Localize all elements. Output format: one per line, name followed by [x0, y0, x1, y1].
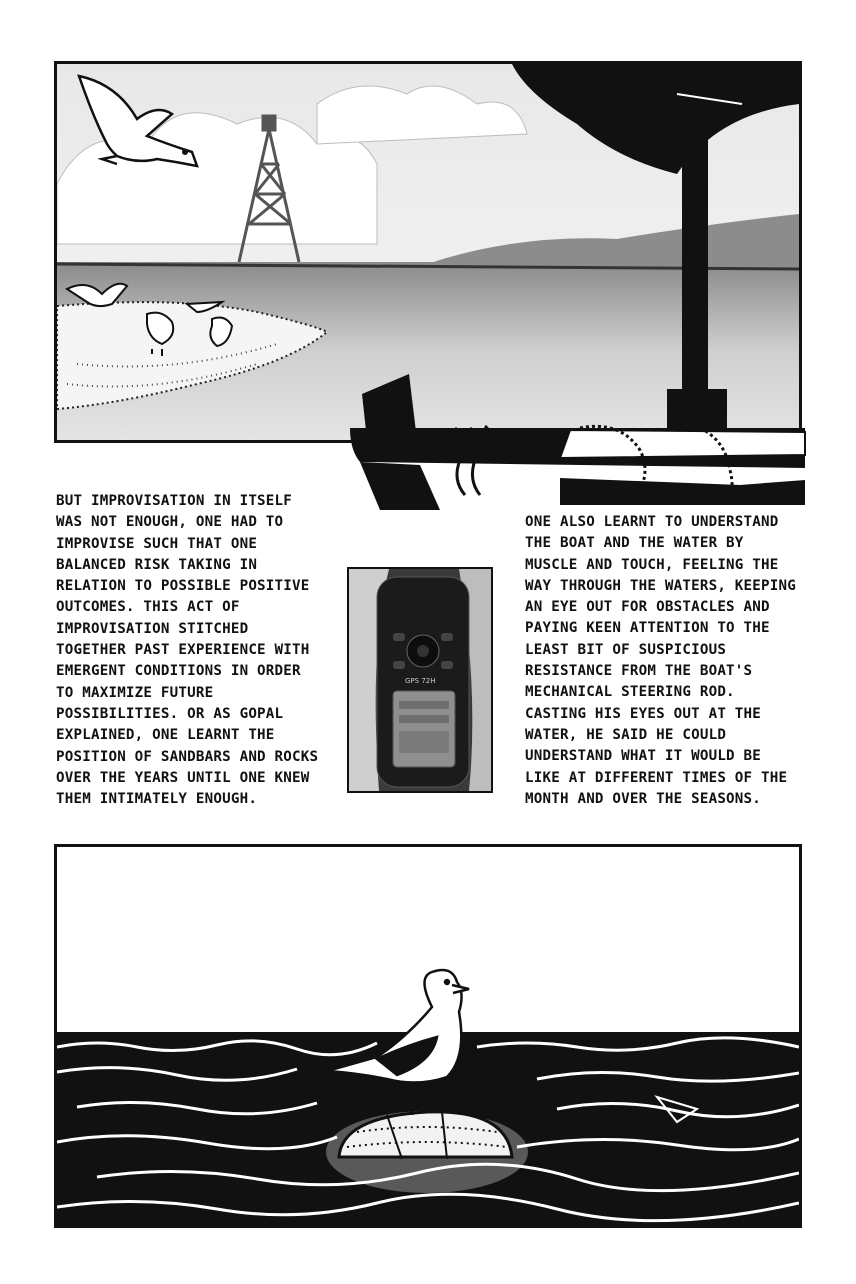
panel-seascape	[54, 61, 802, 443]
seascape-illustration	[57, 64, 799, 440]
gps-device-illustration	[349, 569, 491, 791]
panel-gps-photo	[347, 567, 493, 793]
caption-left: BUT IMPROVISATION IN ITSELF WAS NOT ENOUGH, ONE HAD TO IMPROVISE SUCH THAT ONE BALANCED RISK TAKING IN RELATION TO POSSIBLE POSITIVE OUTCOMES. THIS ACT OF IMPROVISATION STITCHED TOGETHER PAST EXPERIENCE WITH EMERGENT CONDITIONS IN ORDER TO MAXIMIZE FUTURE POSSIBILITIES. OR AS GOPAL EXPLAINED, ONE LEARNT THE POSITION OF SANDBARS AND ROCKS OVER THE YEARS UNTIL ONE KNEW THEM INTIMATELY ENOUGH.	[56, 493, 319, 808]
buoy-icon	[327, 1112, 527, 1192]
waves-illustration	[57, 847, 799, 1225]
gps-model-label: GPS 72H	[405, 677, 436, 685]
caption-right: ONE ALSO LEARNT TO UNDERSTAND THE BOAT AND THE WATER BY MUSCLE AND TOUCH, FEELING THE WAY THROUGH THE WATERS, KEEPING AN EYE OUT FOR OBSTACLES AND PAYING KEEN ATTENTION TO THE LEAST BIT OF SUSPICIOUS RESISTANCE FROM THE BOAT'S MECHANICAL STEERING ROD. CASTING HIS EYES OUT AT THE WATER, HE SAID HE COULD UNDERSTAND WHAT IT WOULD BE LIKE AT DIFFERENT TIMES OF THE MONTH AND OVER THE SEASONS.	[525, 514, 796, 807]
panel-seagull-on-buoy	[54, 844, 802, 1228]
